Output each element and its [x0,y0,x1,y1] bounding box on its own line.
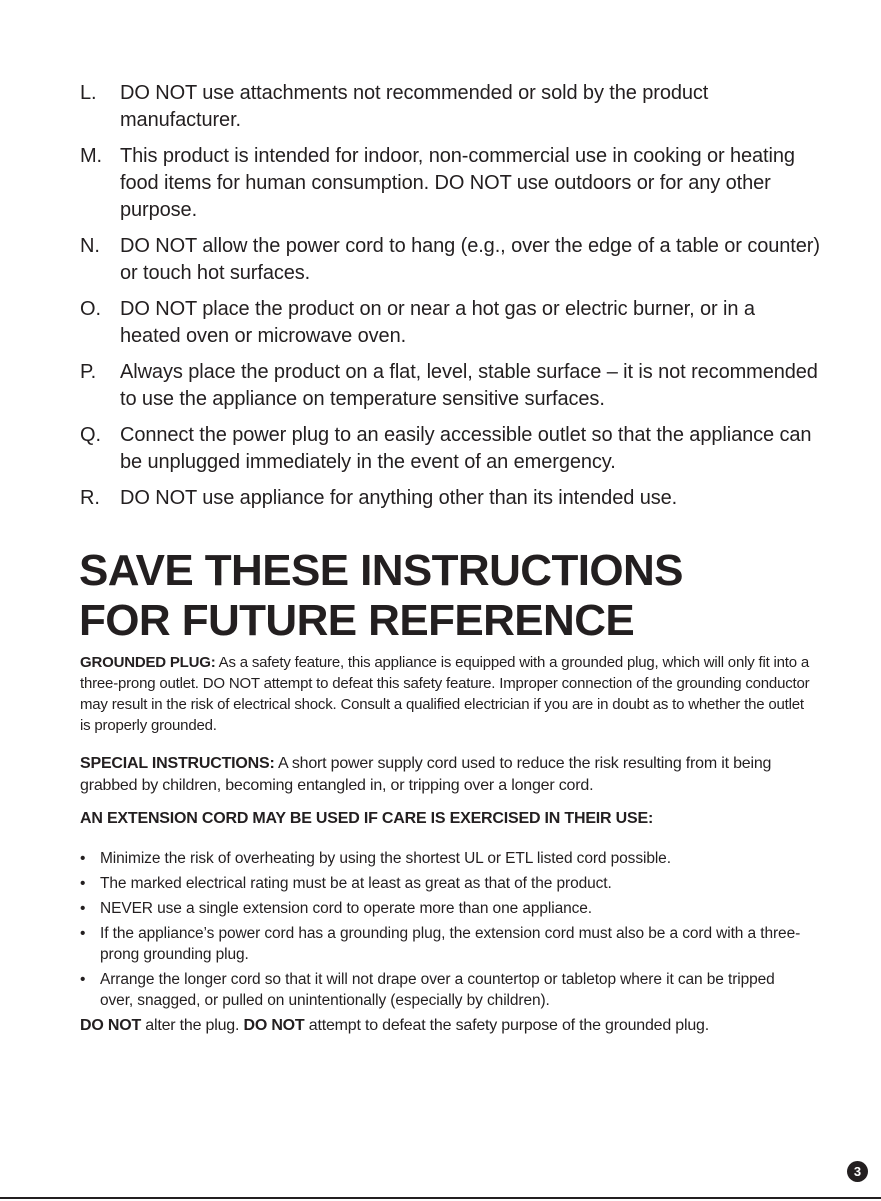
grounded-plug-section [80,652,810,736]
list-letter: O. [80,298,101,320]
list-item [80,848,810,869]
closing-bold-2: DO NOT [243,1017,305,1034]
list-item [80,80,820,134]
list-text: Always place the product on a flat, level, stable surface – it is not recommended to use the appliance on temperature sensitive surfaces. [120,361,818,410]
special-instructions-paragraph [80,753,810,797]
bullet-icon: • [80,850,86,867]
bullet-text: Arrange the longer cord so that it will not drape over a countertop or tabletop where it can be tripped over, snagged, or pulled on unintentionally (especially by children). [100,971,775,1009]
bottom-divider [0,1197,881,1199]
closing-bold-1: DO NOT [80,1017,142,1034]
list-item [80,233,820,287]
extension-cord-section [80,808,810,1037]
list-item [80,923,810,965]
bullet-text: NEVER use a single extension cord to operate more than one appliance. [100,900,592,917]
bullet-icon: • [80,900,86,917]
closing-paragraph [80,1015,810,1037]
bullet-icon: • [80,875,86,892]
list-letter: Q. [80,424,101,446]
list-letter: N. [80,235,100,257]
list-item [80,143,820,224]
list-item [80,485,820,512]
list-item [80,296,820,350]
list-letter: M. [80,145,103,167]
list-text: DO NOT use attachments not recommended or sold by the product manufacturer. [120,82,709,131]
list-text: This product is intended for indoor, non-commercial use in cooking or heating food items for human consumption. DO NOT use outdoors or for any other purpose. [120,145,795,221]
grounded-plug-paragraph [80,652,810,736]
bullet-text: The marked electrical rating must be at least as great as that of the product. [100,875,612,892]
special-instructions-text: A short power supply cord used to reduce the risk resulting from it being grabbed by children, becoming entangled in, or tripping over a longer cord. [80,755,772,794]
list-text: DO NOT use appliance for anything other than its intended use. [120,487,678,509]
heading-line-2: FOR FUTURE REFERENCE [79,596,635,645]
list-text: DO NOT place the product on or near a hot gas or electric burner, or in a heated oven or microwave oven. [120,298,755,347]
list-item [80,359,820,413]
bullet-icon: • [80,971,86,988]
grounded-plug-label: GROUNDED PLUG: [80,654,216,671]
extension-cord-heading: AN EXTENSION CORD MAY BE USED IF CARE IS EXERCISED IN THEIR USE: [80,810,654,827]
heading-line-1: SAVE THESE INSTRUCTIONS [79,546,683,595]
extension-cord-bullets [80,848,810,1011]
page-heading [79,546,839,646]
bullet-text: If the appliance’s power cord has a grounding plug, the extension cord must also be a cord with a three-prong grounding plug. [100,925,801,963]
list-letter: R. [80,487,100,509]
closing-text-2: attempt to defeat the safety purpose of the grounded plug. [304,1017,710,1034]
page-number-badge: 3 [847,1161,868,1182]
special-instructions-label: SPECIAL INSTRUCTIONS: [80,755,275,772]
list-item [80,898,810,919]
bullet-icon: • [80,925,86,942]
list-item [80,873,810,894]
list-item [80,422,820,476]
bullet-text: Minimize the risk of overheating by using the shortest UL or ETL listed cord possible. [100,850,671,867]
safety-list [80,80,820,521]
list-letter: L. [80,82,97,104]
grounded-plug-text: As a safety feature, this appliance is equipped with a grounded plug, which will only fit into a three-prong outlet. DO NOT attempt to defeat this safety feature. Improper connection of the grounding conductor may result in the risk of electrical shock. Consult a qualified electrician if you are in doubt as to whether the outlet is properly grounded. [80,654,810,734]
special-instructions-section [80,753,810,797]
list-item [80,969,810,1011]
list-letter: P. [80,361,97,383]
list-text: DO NOT allow the power cord to hang (e.g., over the edge of a table or counter) or touch hot surfaces. [120,235,820,284]
list-text: Connect the power plug to an easily accessible outlet so that the appliance can be unplugged immediately in the event of an emergency. [120,424,812,473]
closing-text-1: alter the plug. [141,1017,244,1034]
